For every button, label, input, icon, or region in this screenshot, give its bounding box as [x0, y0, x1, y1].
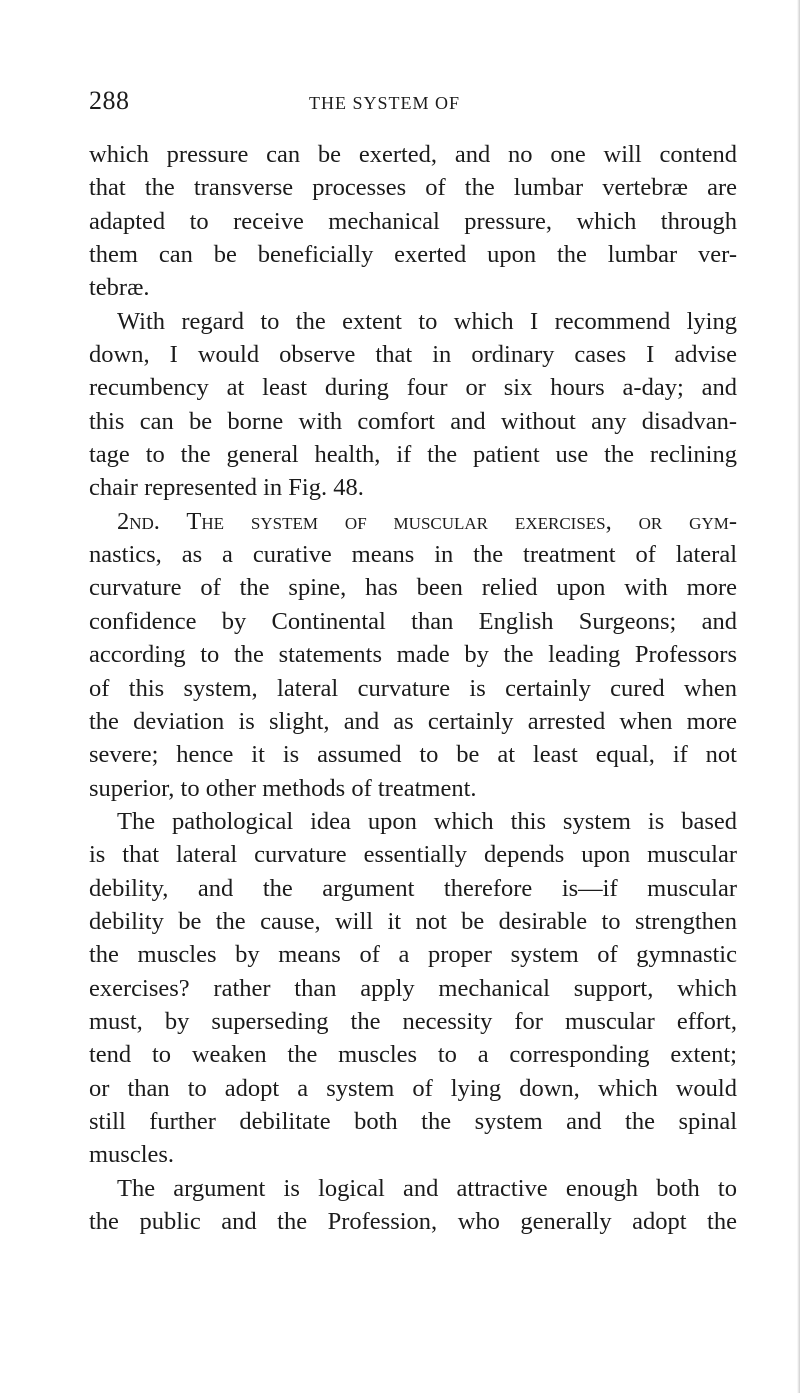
text-line: chair represented in Fig. 48. — [89, 474, 364, 502]
text-line: that the transverse processes of the lumbar vertebræ are — [89, 174, 737, 202]
text-line: or than to adopt a system of lying down, which would — [89, 1074, 737, 1102]
text-line: tend to weaken the muscles to a corresponding extent; — [89, 1041, 737, 1069]
text-line: severe; hence it is assumed to be at least equal, if not — [89, 741, 737, 769]
text-line: must, by superseding the necessity for muscular effort, — [89, 1007, 737, 1035]
text-line: the deviation is slight, and as certainly arrested when more — [89, 707, 737, 735]
text-line: curvature of the spine, has been relied upon with more — [89, 574, 737, 602]
running-head: THE SYSTEM OF — [309, 93, 461, 113]
text-line: this can be borne with comfort and without any disadvan- — [89, 407, 737, 435]
text-line: confidence by Continental than English Surgeons; and — [89, 607, 737, 635]
text-line: of this system, lateral curvature is certainly cured when — [89, 674, 737, 702]
body-text — [89, 138, 737, 1238]
text-line: adapted to receive mechanical pressure, which through — [89, 207, 737, 235]
text-line: them can be beneficially exerted upon the lumbar ver- — [89, 241, 737, 269]
text-line: debility, and the argument therefore is—if muscular — [89, 874, 737, 902]
text-line: With regard to the extent to which I recommend lying — [117, 307, 737, 335]
section-heading-line: 2nd. The system of muscular exercises, or gym- — [117, 507, 737, 535]
text-line: debility be the cause, will it not be desirable to strengthen — [89, 907, 737, 935]
text-line: The argument is logical and attractive enough both to — [117, 1174, 737, 1202]
text-line: superior, to other methods of treatment. — [89, 774, 477, 802]
page-number: 288 — [89, 86, 130, 115]
text-line: tebræ. — [89, 274, 150, 302]
text-line: exercises? rather than apply mechanical support, which — [89, 974, 737, 1002]
text-line: down, I would observe that in ordinary cases I advise — [89, 341, 737, 369]
text-line: recumbency at least during four or six hours a-day; and — [89, 374, 737, 402]
text-line: The pathological idea upon which this system is based — [117, 807, 737, 835]
text-line: nastics, as a curative means in the treatment of lateral — [89, 541, 737, 569]
text-line: tage to the general health, if the patient use the reclining — [89, 441, 737, 469]
text-line: muscles. — [89, 1141, 175, 1169]
text-line: which pressure can be exerted, and no one will contend — [89, 141, 737, 168]
text-line: the muscles by means of a proper system of gymnastic — [89, 941, 737, 969]
text-line: the public and the Profession, who generally adopt the — [89, 1208, 737, 1235]
text-line: still further debilitate both the system and the spinal — [89, 1107, 737, 1135]
text-line: according to the statements made by the leading Professors — [89, 641, 737, 669]
text-line: is that lateral curvature essentially depends upon muscular — [89, 841, 737, 869]
page-header — [89, 86, 729, 126]
